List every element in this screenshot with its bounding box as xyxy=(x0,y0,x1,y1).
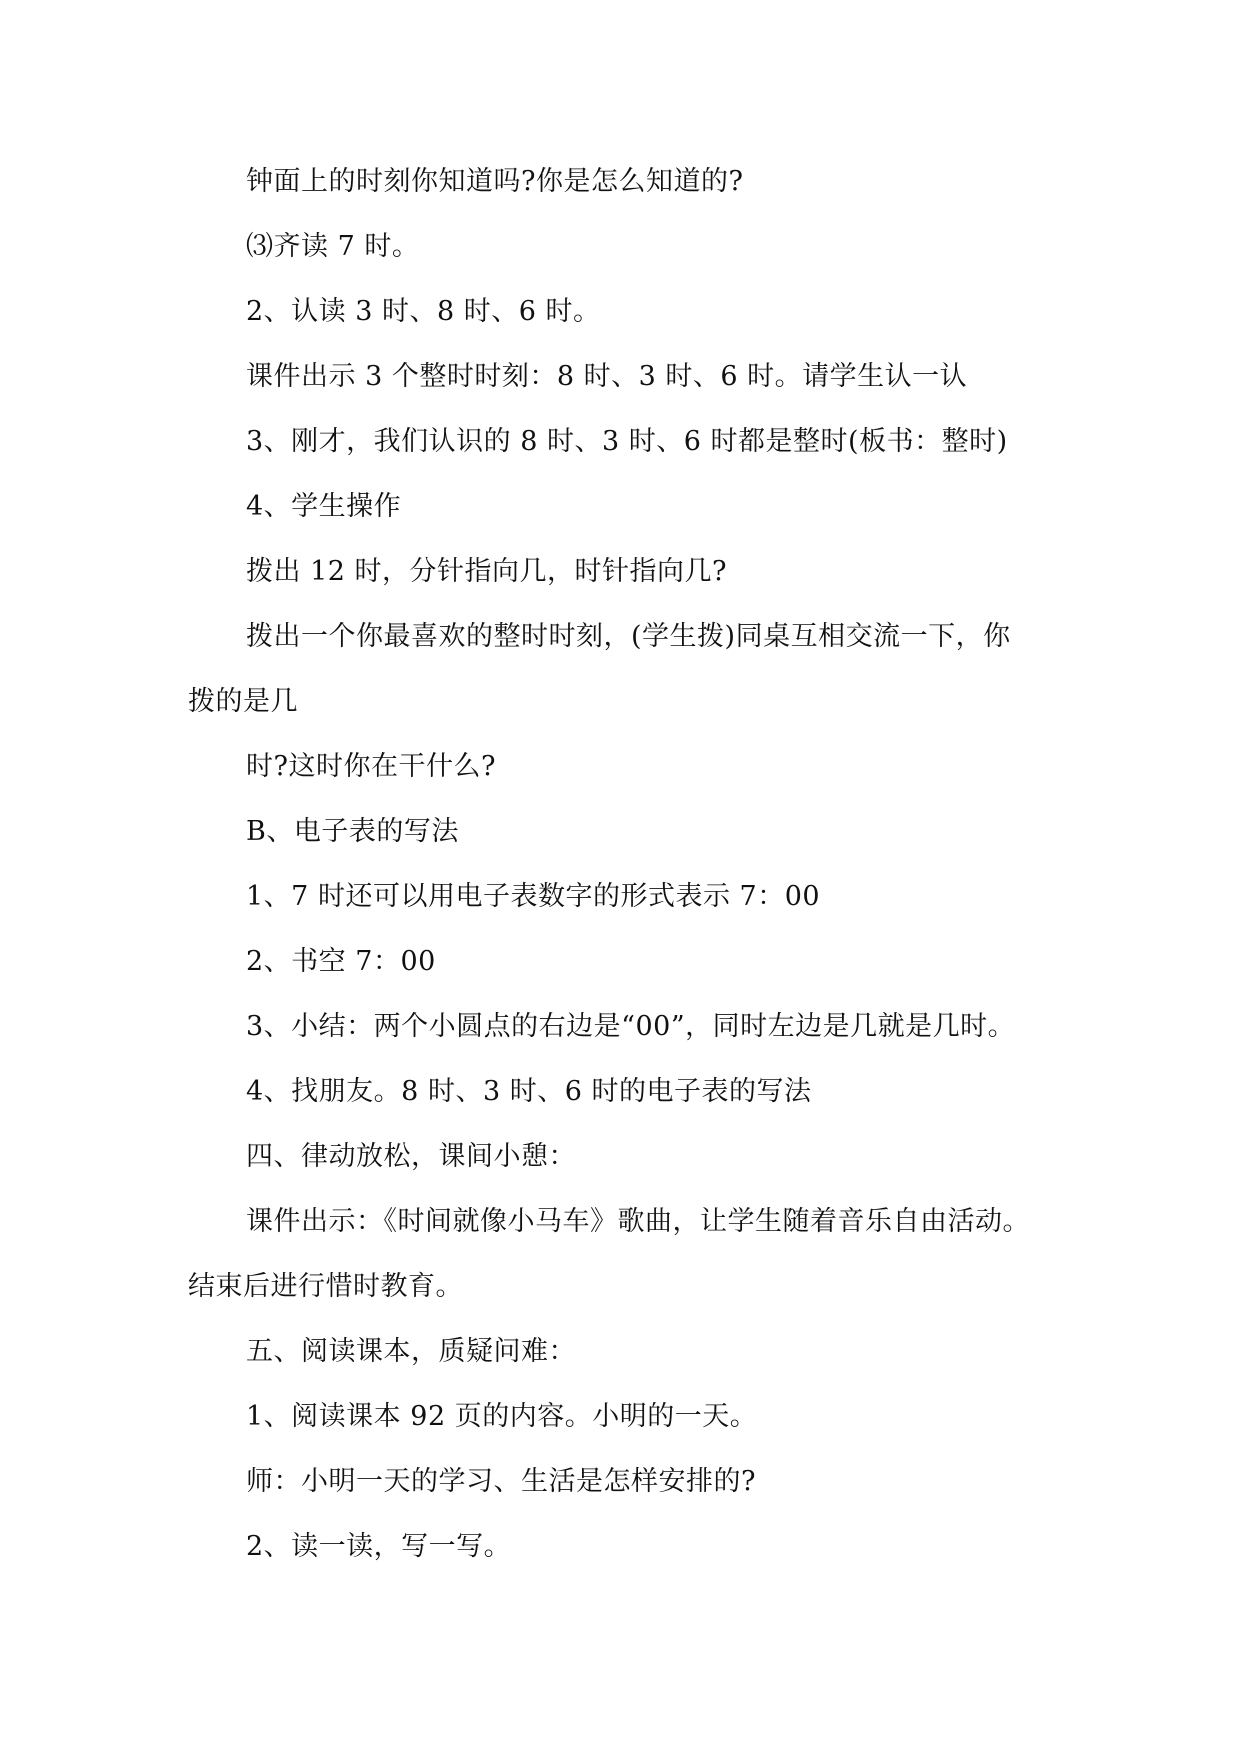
text-line: 拨出 12 时，分针指向几，时针指向几? xyxy=(246,556,727,587)
text-line: B、电子表的写法 xyxy=(246,816,459,847)
text-line: 2、认读 3 时、8 时、6 时。 xyxy=(246,296,601,327)
text-line: 课件出示 3 个整时时刻：8 时、3 时、6 时。请学生认一认 xyxy=(246,361,968,392)
text-line: ⑶齐读 7 时。 xyxy=(246,231,420,262)
text-line: 时?这时你在干什么? xyxy=(246,751,496,782)
text-line: 1、阅读课本 92 页的内容。小明的一天。 xyxy=(246,1401,758,1432)
text-line: 拨的是几 xyxy=(188,686,298,717)
text-line: 2、读一读，写一写。 xyxy=(246,1531,512,1562)
text-line: 4、找朋友。8 时、3 时、6 时的电子表的写法 xyxy=(246,1076,812,1107)
text-line: 结束后进行惜时教育。 xyxy=(188,1271,463,1302)
text-line: 钟面上的时刻你知道吗?你是怎么知道的? xyxy=(246,166,744,197)
text-line: 拨出一个你最喜欢的整时时刻，(学生拨)同桌互相交流一下，你 xyxy=(246,621,1011,652)
text-line: 师：小明一天的学习、生活是怎样安排的? xyxy=(246,1466,756,1497)
text-line: 3、刚才，我们认识的 8 时、3 时、6 时都是整时(板书：整时) xyxy=(246,426,1008,457)
text-line: 4、学生操作 xyxy=(246,491,402,522)
text-line: 3、小结：两个小圆点的右边是“00”，同时左边是几就是几时。 xyxy=(246,1011,1016,1042)
text-line: 课件出示：《时间就像小马车》歌曲，让学生随着音乐自由活动。 xyxy=(246,1206,1030,1237)
text-line: 四、律动放松，课间小憩： xyxy=(246,1141,576,1172)
text-line: 2、书空 7：00 xyxy=(246,946,436,977)
text-line: 五、阅读课本，质疑问难： xyxy=(246,1336,576,1367)
text-line: 1、7 时还可以用电子表数字的形式表示 7：00 xyxy=(246,881,821,912)
